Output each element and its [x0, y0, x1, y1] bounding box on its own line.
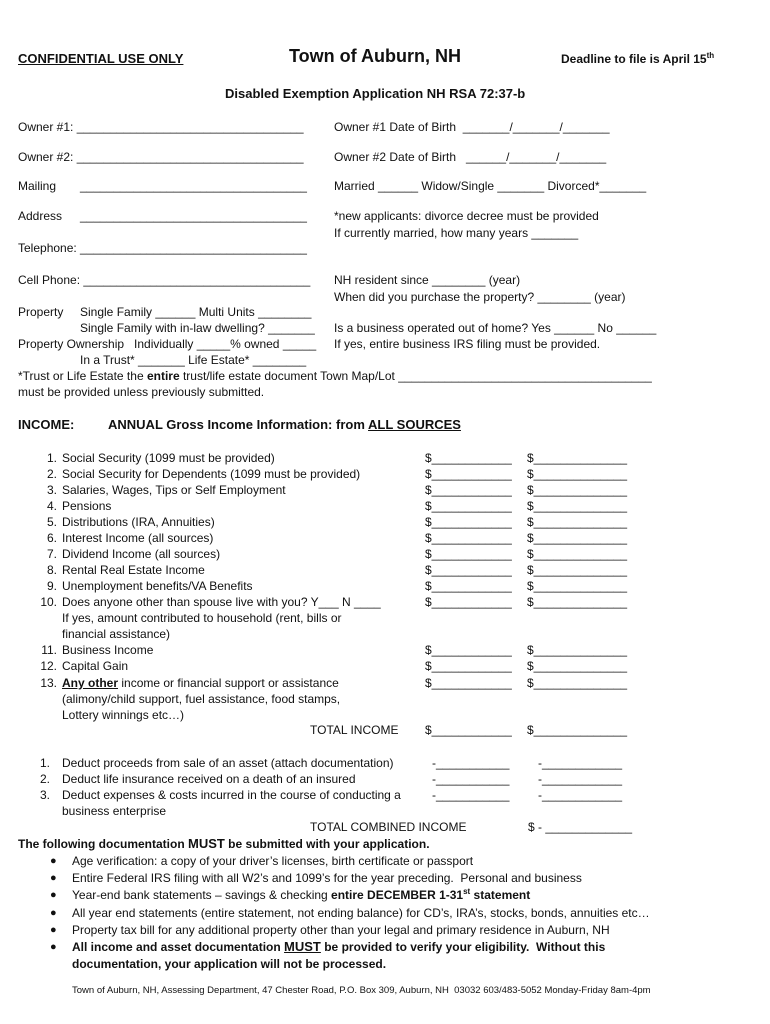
amount-field[interactable]: $____________ — [425, 515, 512, 529]
total-income-field[interactable]: $____________ — [425, 723, 512, 737]
deduction-number: 1. — [39, 756, 50, 770]
home-business-field[interactable]: Is a business operated out of home? Yes ______ No ______ — [334, 321, 657, 335]
bullet: ● — [50, 872, 57, 884]
marital-status-field[interactable]: Married ______ Widow/Single _______ Divorced*_______ — [334, 179, 647, 193]
deduction-field[interactable]: -___________ — [432, 756, 510, 770]
trust-note-line2: must be provided unless previously submitted. — [18, 385, 265, 399]
deduction-label: Deduct expenses & costs incurred in the course of conducting a — [62, 788, 401, 802]
deduction-field[interactable]: -____________ — [538, 772, 623, 786]
capital-gain-label: Capital Gain — [62, 659, 129, 673]
amount-field[interactable]: $____________ — [425, 451, 512, 465]
amount-field[interactable]: $____________ — [425, 531, 512, 545]
deduction-number: 3. — [39, 788, 50, 802]
item-number: 3. — [46, 483, 57, 497]
inlaw-dwelling-field[interactable]: Single Family with in-law dwelling? _______ — [80, 321, 315, 335]
income-heading: ANNUAL Gross Income Information: from ALL SOURCES — [108, 417, 461, 432]
deadline-text: Deadline to file is April 15th — [561, 51, 715, 66]
item-number: 2. — [46, 467, 57, 481]
amount-field[interactable]: $______________ — [527, 515, 628, 529]
item-number: 1. — [46, 451, 57, 465]
deduction-field[interactable]: -____________ — [538, 756, 623, 770]
amount-field[interactable]: $____________ — [425, 676, 512, 690]
amount-field[interactable]: $______________ — [527, 643, 628, 657]
amount-field[interactable]: $____________ — [425, 499, 512, 513]
owner2-field[interactable]: Owner #2: __________________________________ — [18, 150, 304, 164]
business-income-label: Business Income — [62, 643, 154, 657]
item-number: 11. — [41, 643, 57, 657]
amount-field[interactable]: $____________ — [425, 467, 512, 481]
married-years-field[interactable]: If currently married, how many years _______ — [334, 226, 579, 240]
property-label: Property — [18, 305, 64, 319]
doc-item-irs: Entire Federal IRS filing with all W2’s and 1099’s for the year preceding. Personal and business — [72, 871, 582, 885]
other-income-line3: Lottery winnings etc…) — [62, 708, 185, 722]
doc-item-warning-line2: documentation, your application will not be processed. — [72, 957, 387, 971]
item-number: 5. — [46, 515, 57, 529]
ownership-field[interactable]: Property Ownership Individually _____% owned _____ — [18, 337, 317, 351]
doc-item-age: Age verification: a copy of your driver’s licenses, birth certificate or passport — [72, 854, 474, 868]
total-combined-field[interactable]: $ - _____________ — [528, 820, 633, 834]
income-item-label: Social Security (1099 must be provided) — [62, 451, 275, 465]
amount-field[interactable]: $______________ — [527, 467, 628, 481]
deduction-label: Deduct life insurance received on a death of an insured — [62, 772, 356, 786]
total-income-label: TOTAL INCOME — [310, 723, 399, 737]
owner1-field[interactable]: Owner #1: __________________________________ — [18, 120, 304, 134]
bullet: ● — [50, 889, 57, 901]
amount-field[interactable]: $____________ — [425, 643, 512, 657]
item10-line2: If yes, amount contributed to household (rent, bills or — [62, 611, 342, 625]
doc-item-tax-bill: Property tax bill for any additional property other than your legal and primary residence in Auburn, NH — [72, 923, 610, 937]
amount-field[interactable]: $______________ — [527, 595, 628, 609]
trust-note: *Trust or Life Estate the entire trust/life estate document Town Map/Lot ______________________________________ — [18, 369, 652, 383]
mailing-label: Mailing — [18, 179, 57, 193]
amount-field[interactable]: $____________ — [425, 563, 512, 577]
amount-field[interactable]: $______________ — [527, 499, 628, 513]
amount-field[interactable]: $______________ — [527, 451, 628, 465]
amount-field[interactable]: $____________ — [425, 483, 512, 497]
amount-field[interactable]: $____________ — [425, 579, 512, 593]
deduction-field[interactable]: -____________ — [538, 788, 623, 802]
income-item-label: Does anyone other than spouse live with you? Y___ N ____ — [62, 595, 381, 609]
income-item-label: Rental Real Estate Income — [62, 563, 205, 577]
other-income-label: Any other income or financial support or assistance — [62, 676, 339, 690]
doc-item-statements: All year end statements (entire statement, not ending balance) for CD’s, IRA’s, stocks, bonds, annuities etc… — [72, 906, 650, 920]
deduction3-line2: business enterprise — [62, 804, 167, 818]
item-number: 8. — [46, 563, 57, 577]
income-item-label: Unemployment benefits/VA Benefits — [62, 579, 253, 593]
income-item-label: Dividend Income (all sources) — [62, 547, 221, 561]
amount-field[interactable]: $______________ — [527, 563, 628, 577]
item10-line3: financial assistance) — [62, 627, 171, 641]
amount-field[interactable]: $______________ — [527, 676, 628, 690]
deduction-number: 2. — [39, 772, 50, 786]
amount-field[interactable]: $______________ — [527, 547, 628, 561]
total-combined-label: TOTAL COMBINED INCOME — [310, 820, 467, 834]
bullet: ● — [50, 941, 57, 953]
deduction-field[interactable]: -___________ — [432, 772, 510, 786]
income-item-label: Pensions — [62, 499, 112, 513]
amount-field[interactable]: $______________ — [527, 531, 628, 545]
documentation-heading: The following documentation MUST be submitted with your application. — [18, 836, 430, 851]
owner2-dob-field[interactable]: Owner #2 Date of Birth ______/_______/_______ — [334, 150, 607, 164]
trust-field[interactable]: In a Trust* _______ Life Estate* ________ — [80, 353, 307, 367]
income-item-label: Distributions (IRA, Annuities) — [62, 515, 215, 529]
bullet: ● — [50, 924, 57, 936]
item-number: 13. — [40, 676, 57, 690]
total-income-field[interactable]: $______________ — [527, 723, 628, 737]
amount-field[interactable]: $____________ — [425, 595, 512, 609]
divorce-note: *new applicants: divorce decree must be provided — [334, 209, 599, 223]
item-number: 9. — [46, 579, 57, 593]
income-item-label: Salaries, Wages, Tips or Self Employment — [62, 483, 286, 497]
address-label: Address — [18, 209, 63, 223]
doc-item-warning: All income and asset documentation MUST be provided to verify your eligibility. Without this — [72, 939, 606, 954]
item-number: 7. — [46, 547, 57, 561]
income-label: INCOME: — [18, 417, 75, 432]
confidential-label: CONFIDENTIAL USE ONLY — [18, 51, 184, 66]
deduction-label: Deduct proceeds from sale of an asset (attach documentation) — [62, 756, 394, 770]
amount-field[interactable]: $______________ — [527, 659, 628, 673]
bullet: ● — [50, 907, 57, 919]
other-income-line2: (alimony/child support, fuel assistance, food stamps, — [62, 692, 341, 706]
telephone-field[interactable]: Telephone: __________________________________ — [18, 241, 307, 255]
item-number: 10. — [40, 595, 57, 609]
nh-resident-field[interactable]: NH resident since ________ (year) — [334, 273, 521, 287]
amount-field[interactable]: $______________ — [527, 579, 628, 593]
purchase-year-field[interactable]: When did you purchase the property? ________ (year) — [334, 290, 626, 304]
item-number: 4. — [46, 499, 57, 513]
mailing-field[interactable]: __________________________________ — [80, 179, 307, 193]
page-title: Disabled Exemption Application NH RSA 72:37-b — [225, 86, 526, 101]
income-item-label: Social Security for Dependents (1099 must be provided) — [62, 467, 361, 481]
item-number: 12. — [40, 659, 57, 673]
cell-phone-field[interactable]: Cell Phone: __________________________________ — [18, 273, 311, 287]
amount-field[interactable]: $____________ — [425, 547, 512, 561]
amount-field[interactable]: $______________ — [527, 483, 628, 497]
income-item-label: Interest Income (all sources) — [62, 531, 214, 545]
deduction-field[interactable]: -___________ — [432, 788, 510, 802]
property-type-field[interactable]: Single Family ______ Multi Units ________ — [80, 305, 312, 319]
doc-item-bank: Year-end bank statements – savings & checking entire DECEMBER 1-31st statement — [72, 887, 531, 902]
owner1-dob-field[interactable]: Owner #1 Date of Birth _______/_______/_______ — [334, 120, 610, 134]
amount-field[interactable]: $____________ — [425, 659, 512, 673]
item-number: 6. — [46, 531, 57, 545]
town-name: Town of Auburn, NH — [289, 46, 461, 66]
footer-address: Town of Auburn, NH, Assessing Department, 47 Chester Road, P.O. Box 309, Auburn, NH 03032 603/483-5052 Monday-Friday 8am-4pm — [72, 985, 651, 996]
irs-filing-note: If yes, entire business IRS filing must be provided. — [334, 337, 601, 351]
address-field[interactable]: __________________________________ — [80, 209, 307, 223]
bullet: ● — [50, 855, 57, 867]
